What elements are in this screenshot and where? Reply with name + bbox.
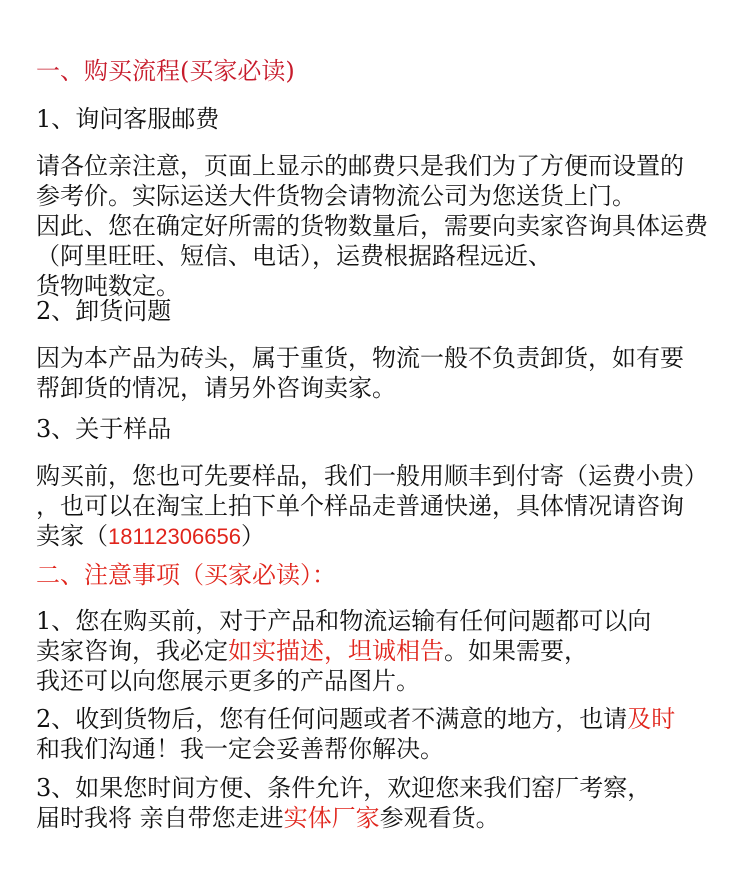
text-segment: 参观看货。 xyxy=(379,804,500,832)
text-line: ，也可以在淘宝上拍下单个样品走普通快递，具体情况请咨询 xyxy=(36,492,684,520)
text-line: 我还可以向您展示更多的产品图片。 xyxy=(36,667,420,695)
text-segment: 卖家咨询，我必定 xyxy=(36,637,228,665)
phone-number: 18112306656 xyxy=(108,524,241,549)
text-line xyxy=(36,803,736,833)
paragraph-shipping-inquiry xyxy=(36,151,736,301)
section-title-notes: 二、注意事项（买家必读）： xyxy=(36,561,336,589)
paragraph-unloading xyxy=(36,343,736,403)
text-line: 帮卸货的情况，请另外咨询卖家。 xyxy=(36,374,396,402)
heading-shipping-inquiry: 1、询问客服邮费 xyxy=(36,105,220,133)
text-line: 1、您在购买前，对于产品和物流运输有任何问题都可以向 xyxy=(36,607,652,635)
text-line xyxy=(36,704,736,734)
paragraph-note-2 xyxy=(36,704,736,764)
text-line: 和我们沟通！我一定会妥善帮你解决。 xyxy=(36,735,444,763)
text-segment: 2、收到货物后，您有任何问题或者不满意的地方，也请 xyxy=(36,705,628,733)
text-line: （阿里旺旺、短信、电话），运费根据路程远近、 xyxy=(36,242,552,270)
text-line: 因为本产品为砖头，属于重货，物流一般不负责卸货，如有要 xyxy=(36,344,684,372)
text-line: 购买前，您也可先要样品，我们一般用顺丰到付寄（运费小贵） xyxy=(36,462,708,490)
highlight-text: 及时 xyxy=(627,705,676,733)
paragraph-note-3 xyxy=(36,773,736,833)
heading-unloading: 2、卸货问题 xyxy=(36,297,172,325)
text-line: 3、如果您时间方便、条件允许，欢迎您来我们窑厂考察， xyxy=(36,774,652,802)
text-line: 请各位亲注意，页面上显示的邮费只是我们为了方便而设置的 xyxy=(36,152,684,180)
text-line: 参考价。实际运送大件货物会请物流公司为您送货上门。 xyxy=(36,182,636,210)
text-line xyxy=(36,521,736,552)
text-line: 因此、您在确定好所需的货物数量后，需要向卖家咨询具体运费 xyxy=(36,212,708,240)
text-line: 货物吨数定。 xyxy=(36,272,180,300)
paragraph-note-1 xyxy=(36,606,736,696)
text-segment: ） xyxy=(240,522,265,550)
text-segment: 卖家（ xyxy=(36,522,108,550)
highlight-text: 如实描述，坦诚相告 xyxy=(228,637,444,665)
text-line xyxy=(36,636,736,666)
text-segment: 届时我将 亲自带您走进 xyxy=(36,804,284,832)
paragraph-samples xyxy=(36,461,736,552)
highlight-text: 实体厂家 xyxy=(283,804,380,832)
text-segment: 。如果需要， xyxy=(444,637,588,665)
heading-samples: 3、关于样品 xyxy=(36,415,172,443)
section-title-purchase-process: 一、购买流程(买家必读) xyxy=(36,57,295,85)
